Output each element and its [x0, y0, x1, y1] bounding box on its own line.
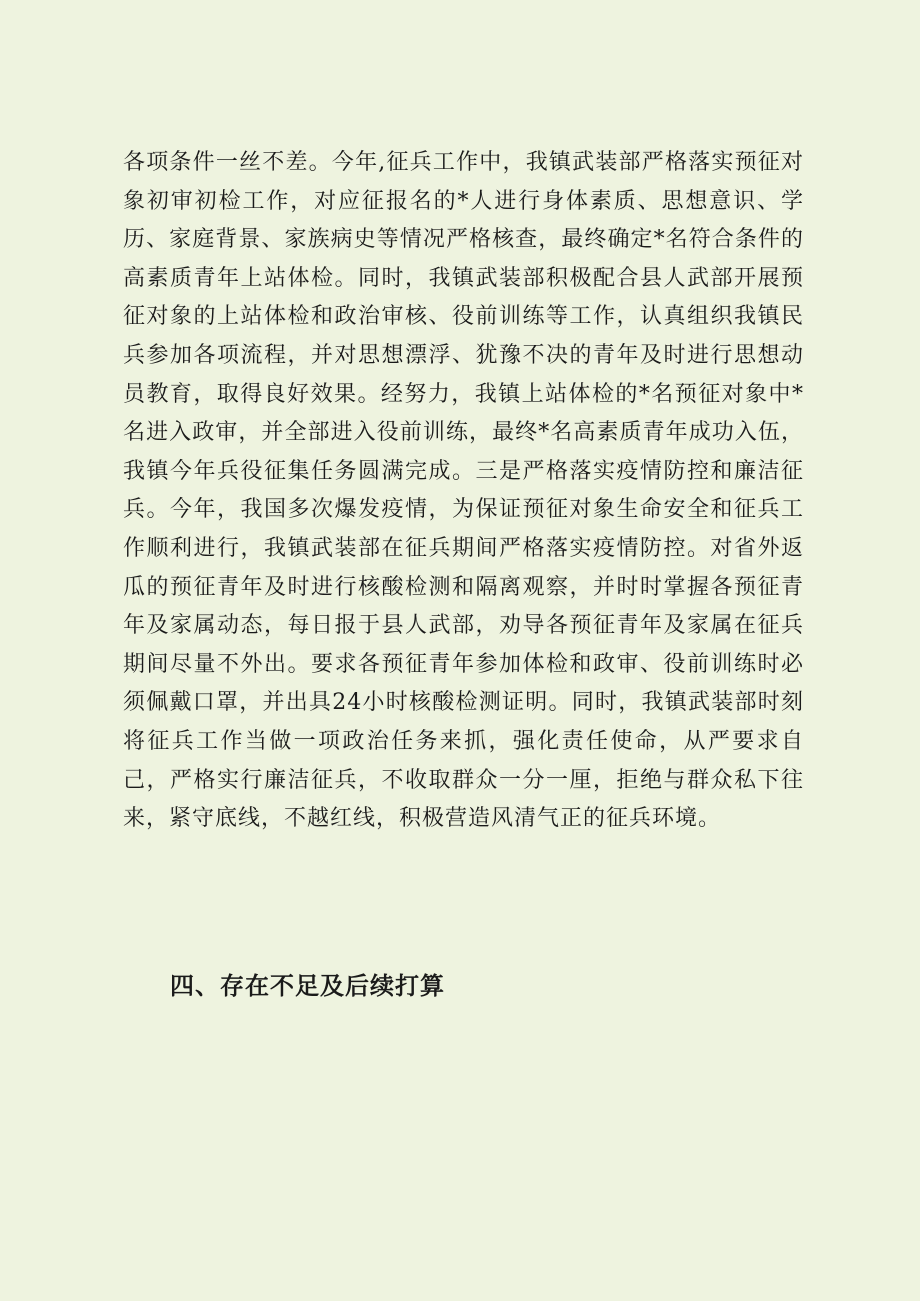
section-heading: 四、存在不足及后续打算 [170, 972, 445, 1000]
body-paragraph: 各项条件一丝不差。今年,征兵工作中，我镇武装部严格落实预征对象初审初检工作，对应征报名的*人进行身体素质、思想意识、学历、家庭背景、家族病史等情况严格核查，最终确定*名符合条件的高素质青年上站体检。同时，我镇武装部积极配合县人武部开展预征对象的上站体检和政治审核、役前训练等工作，认真组织我镇民兵参加各项流程，并对思想漂浮、犹豫不决的青年及时进行思想动员教育，取得良好效果。经努力，我镇上站体检的*名预征对象中*名进入政审，并全部进入役前训练，最终*名高素质青年成功入伍，我镇今年兵役征集任务圆满完成。三是严格落实疫情防控和廉洁征兵。今年，我国多次爆发疫情，为保证预征对象生命安全和征兵工作顺利进行，我镇武装部在征兵期间严格落实疫情防控。对省外返瓜的预征青年及时进行核酸检测和隔离观察，并时时掌握各预征青年及家属动态，每日报于县人武部，劝导各预征青年及家属在征兵期间尽量不外出。要求各预征青年参加体检和政审、役前训练时必须佩戴口罩，并出具24小时核酸检测证明。同时，我镇武装部时刻将征兵工作当做一项政治任务来抓，强化责任使命，从严要求自己，严格实行廉洁征兵，不收取群众一分一厘，拒绝与群众私下往来，紧守底线，不越红线，积极营造风清气正的征兵环境。 [123, 150, 804, 832]
